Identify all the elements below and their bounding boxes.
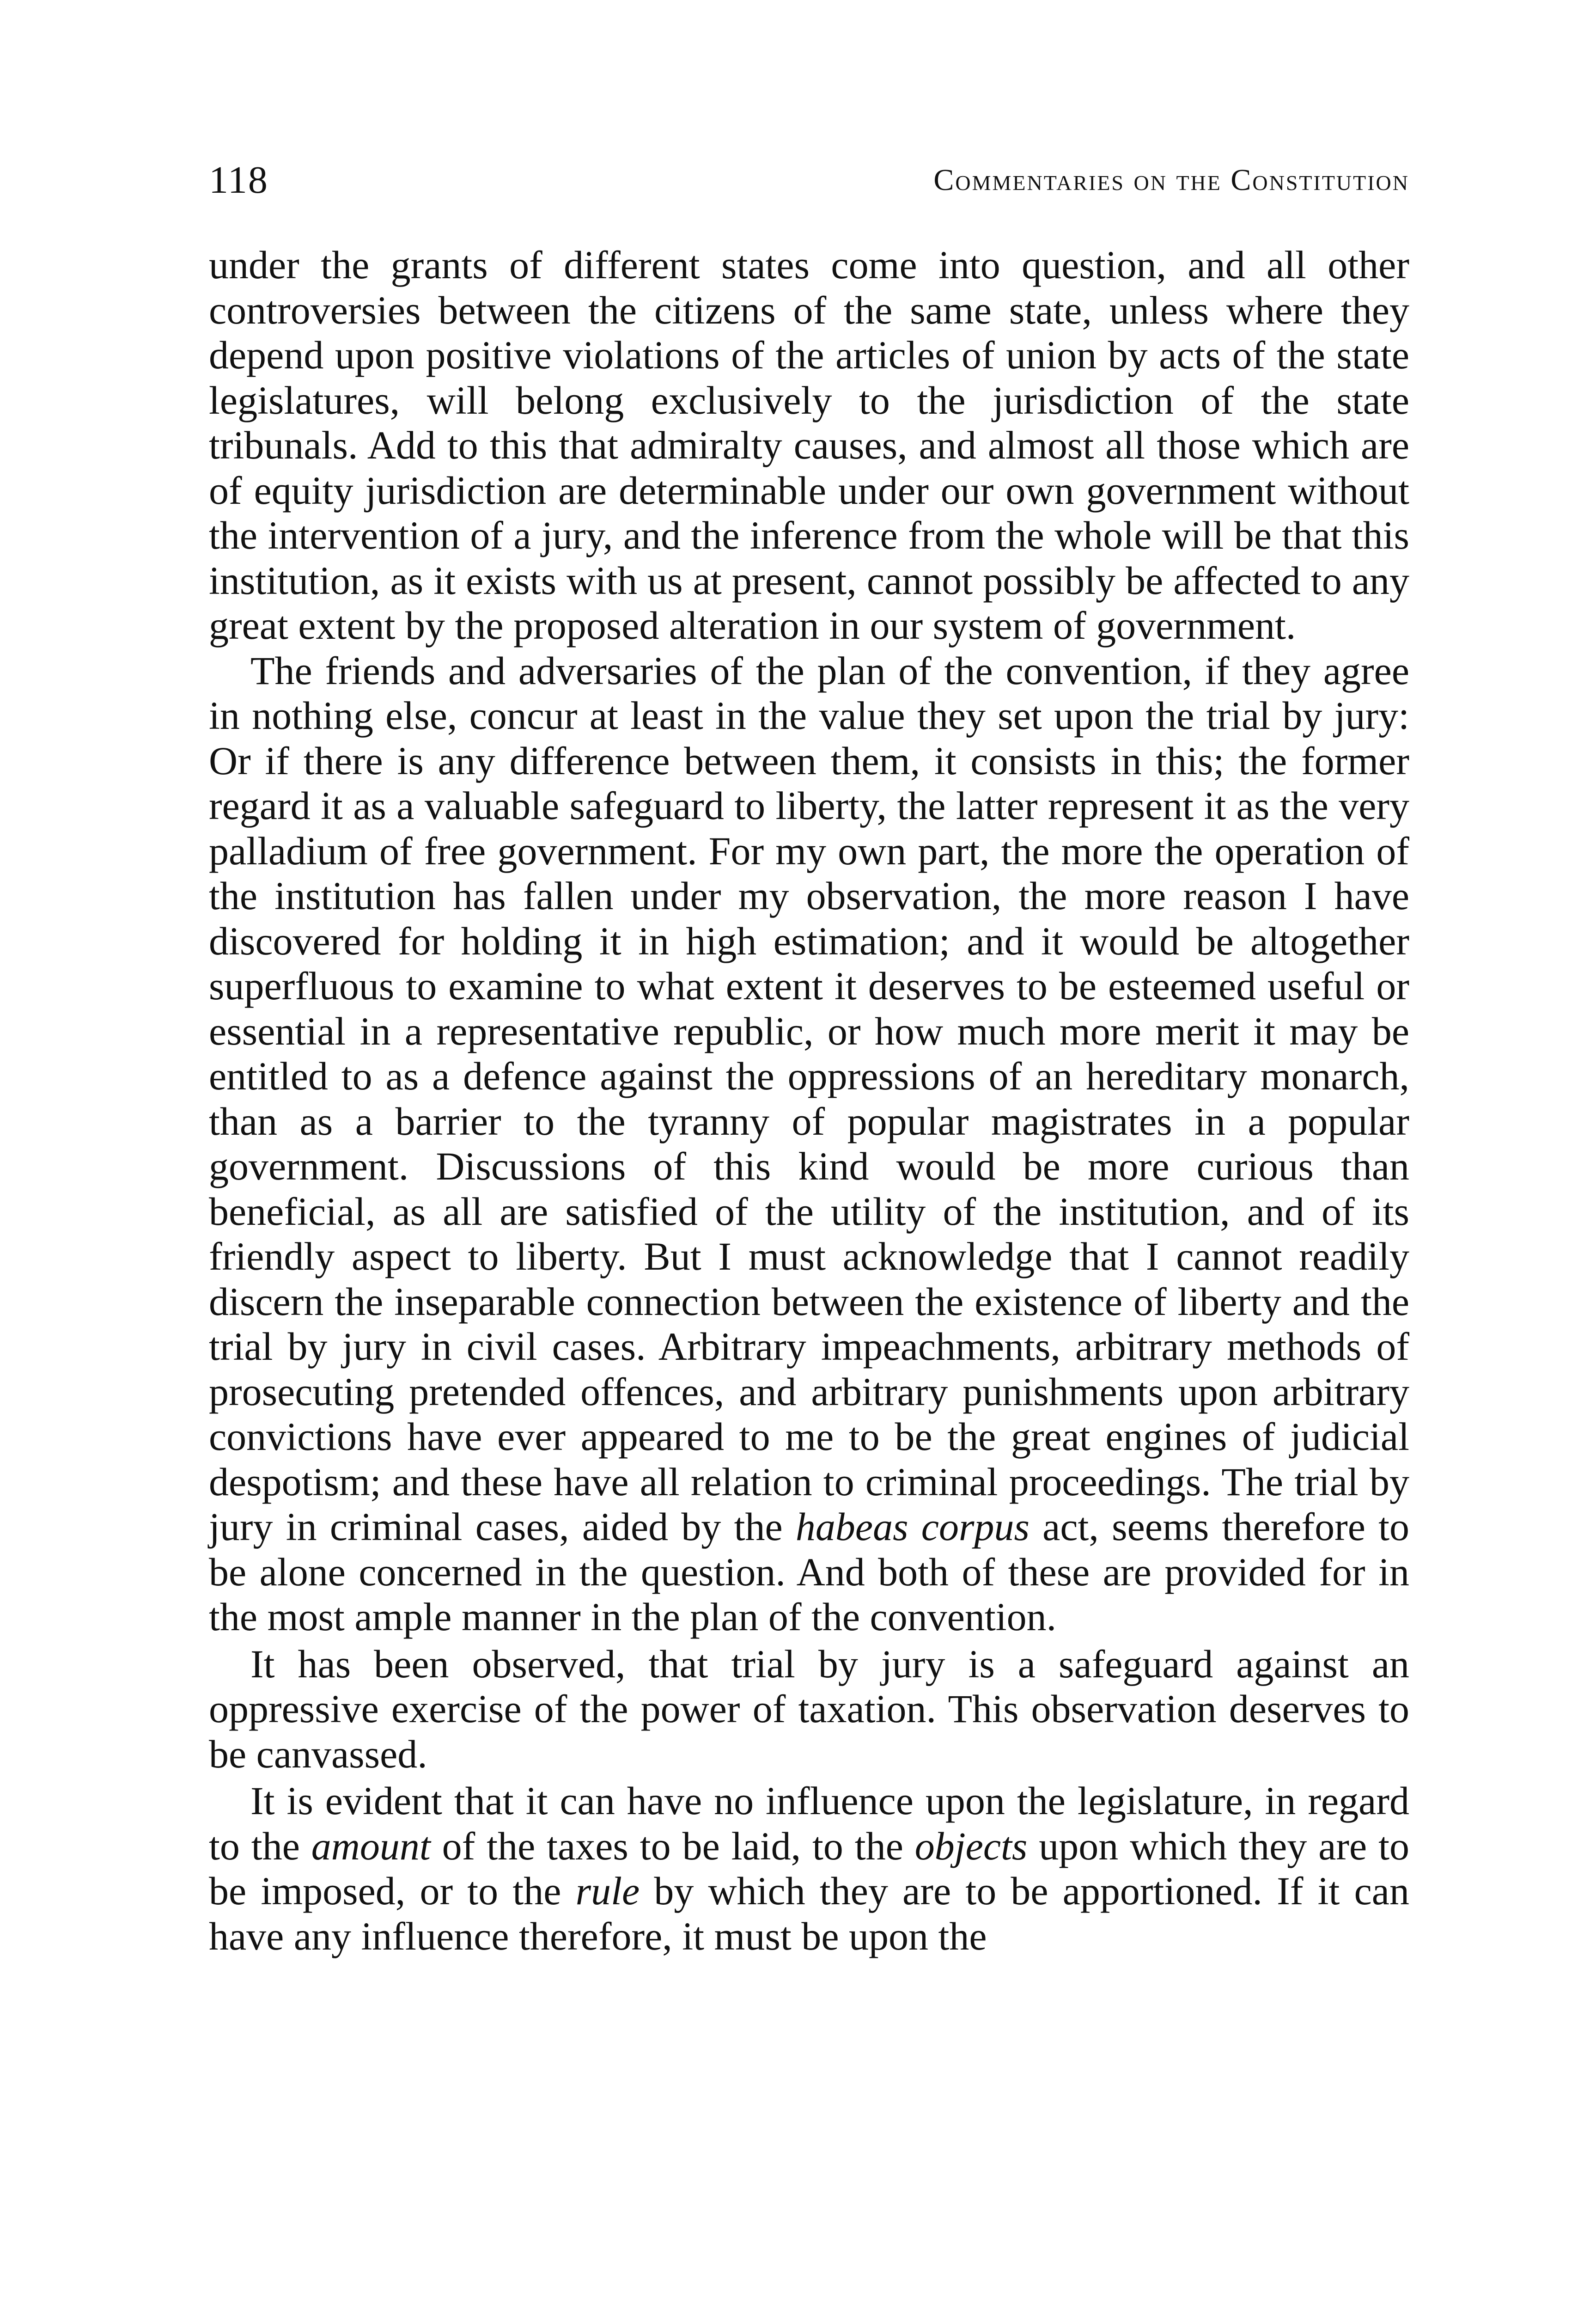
running-head [209, 153, 1409, 208]
paragraph-text: The friends and adversaries of the plan of the convention, if they agree in nothing else, concur at least in the value they set upon the trial by jury: Or if there is any difference between them, it consists in this; the former regard it as a valuable safeguard to liberty, the latter represent it as the very palladium of free government. For my own part, the more the operation of the institution has fallen under my observation, the more reason I have discovered for holding it in high estimation; and it would be altogether superfluous to examine to what extent it deserves to be esteemed useful or essential in a representative republic, or how much more merit it may be entitled to as a defence against the oppressions of an hereditary monarch, than as a barrier to the tyranny of popular magistrates in a popular government. Discussions of this kind would be more curious than beneficial, as all are satisfied of the utility of the institution, and of its friendly aspect to liberty. But I must acknowledge that I cannot readily discern the inseparable connection between the existence of liberty and the trial by jury in civil cases. Arbitrary impeachments, arbitrary methods of prosecuting pretended offences, and arbitrary punishments upon arbitrary convictions have ever appeared to me to be the great engines of judicial despotism; and these have all relation to criminal proceedings. The trial by jury in criminal cases, aided by the [209, 648, 1409, 1549]
paragraph-text: under the grants of different states come into question, and all other controversies between the citizens of the same state, unless where they depend upon positive violations of the articles of union by acts of the state legislatures, will belong exclusively to the jurisdiction of the state tribunals. Add to this that admiralty causes, and almost all those which are of equity jurisdiction are determinable under our own government without the intervention of a jury, and the inference from the whole will be that this institution, as it exists with us at present, cannot possibly be affected to any great extent by the proposed alteration in our system of government. [209, 243, 1409, 648]
paragraph-text: by which they are to be apportioned. If it can have any influence therefore, it must be upon the [209, 1869, 1409, 1958]
paragraph-legislature [209, 1779, 1409, 1959]
paragraph-continuation [209, 243, 1409, 648]
paragraph-text: of the taxes to be laid, to the [430, 1823, 915, 1868]
paragraph-text: It has been observed, that trial by jury is a safeguard against an oppressive exercise of the power of taxation. This observation deserves to be canvassed. [209, 1641, 1409, 1776]
paragraph-taxation [209, 1642, 1409, 1777]
paragraph-text: It is evident that it can have no influence upon the legislature, in regard to the [209, 1779, 1409, 1868]
italic-term: habeas corpus [795, 1504, 1029, 1549]
page-number: 118 [209, 159, 268, 202]
italic-term: amount [311, 1823, 431, 1868]
paragraph-text: act, seems therefore to be alone concerned in the question. And both of these are provided for in the most ample manner in the plan of the convention. [209, 1504, 1410, 1639]
italic-term: objects [914, 1823, 1028, 1868]
running-title: Commentaries on the Constitution [933, 163, 1409, 197]
paragraph-trial-by-jury [209, 648, 1409, 1640]
italic-term: rule [575, 1869, 640, 1913]
paragraph-text: upon which they are to be imposed, or to the [209, 1823, 1409, 1913]
body-text [209, 243, 1409, 1959]
